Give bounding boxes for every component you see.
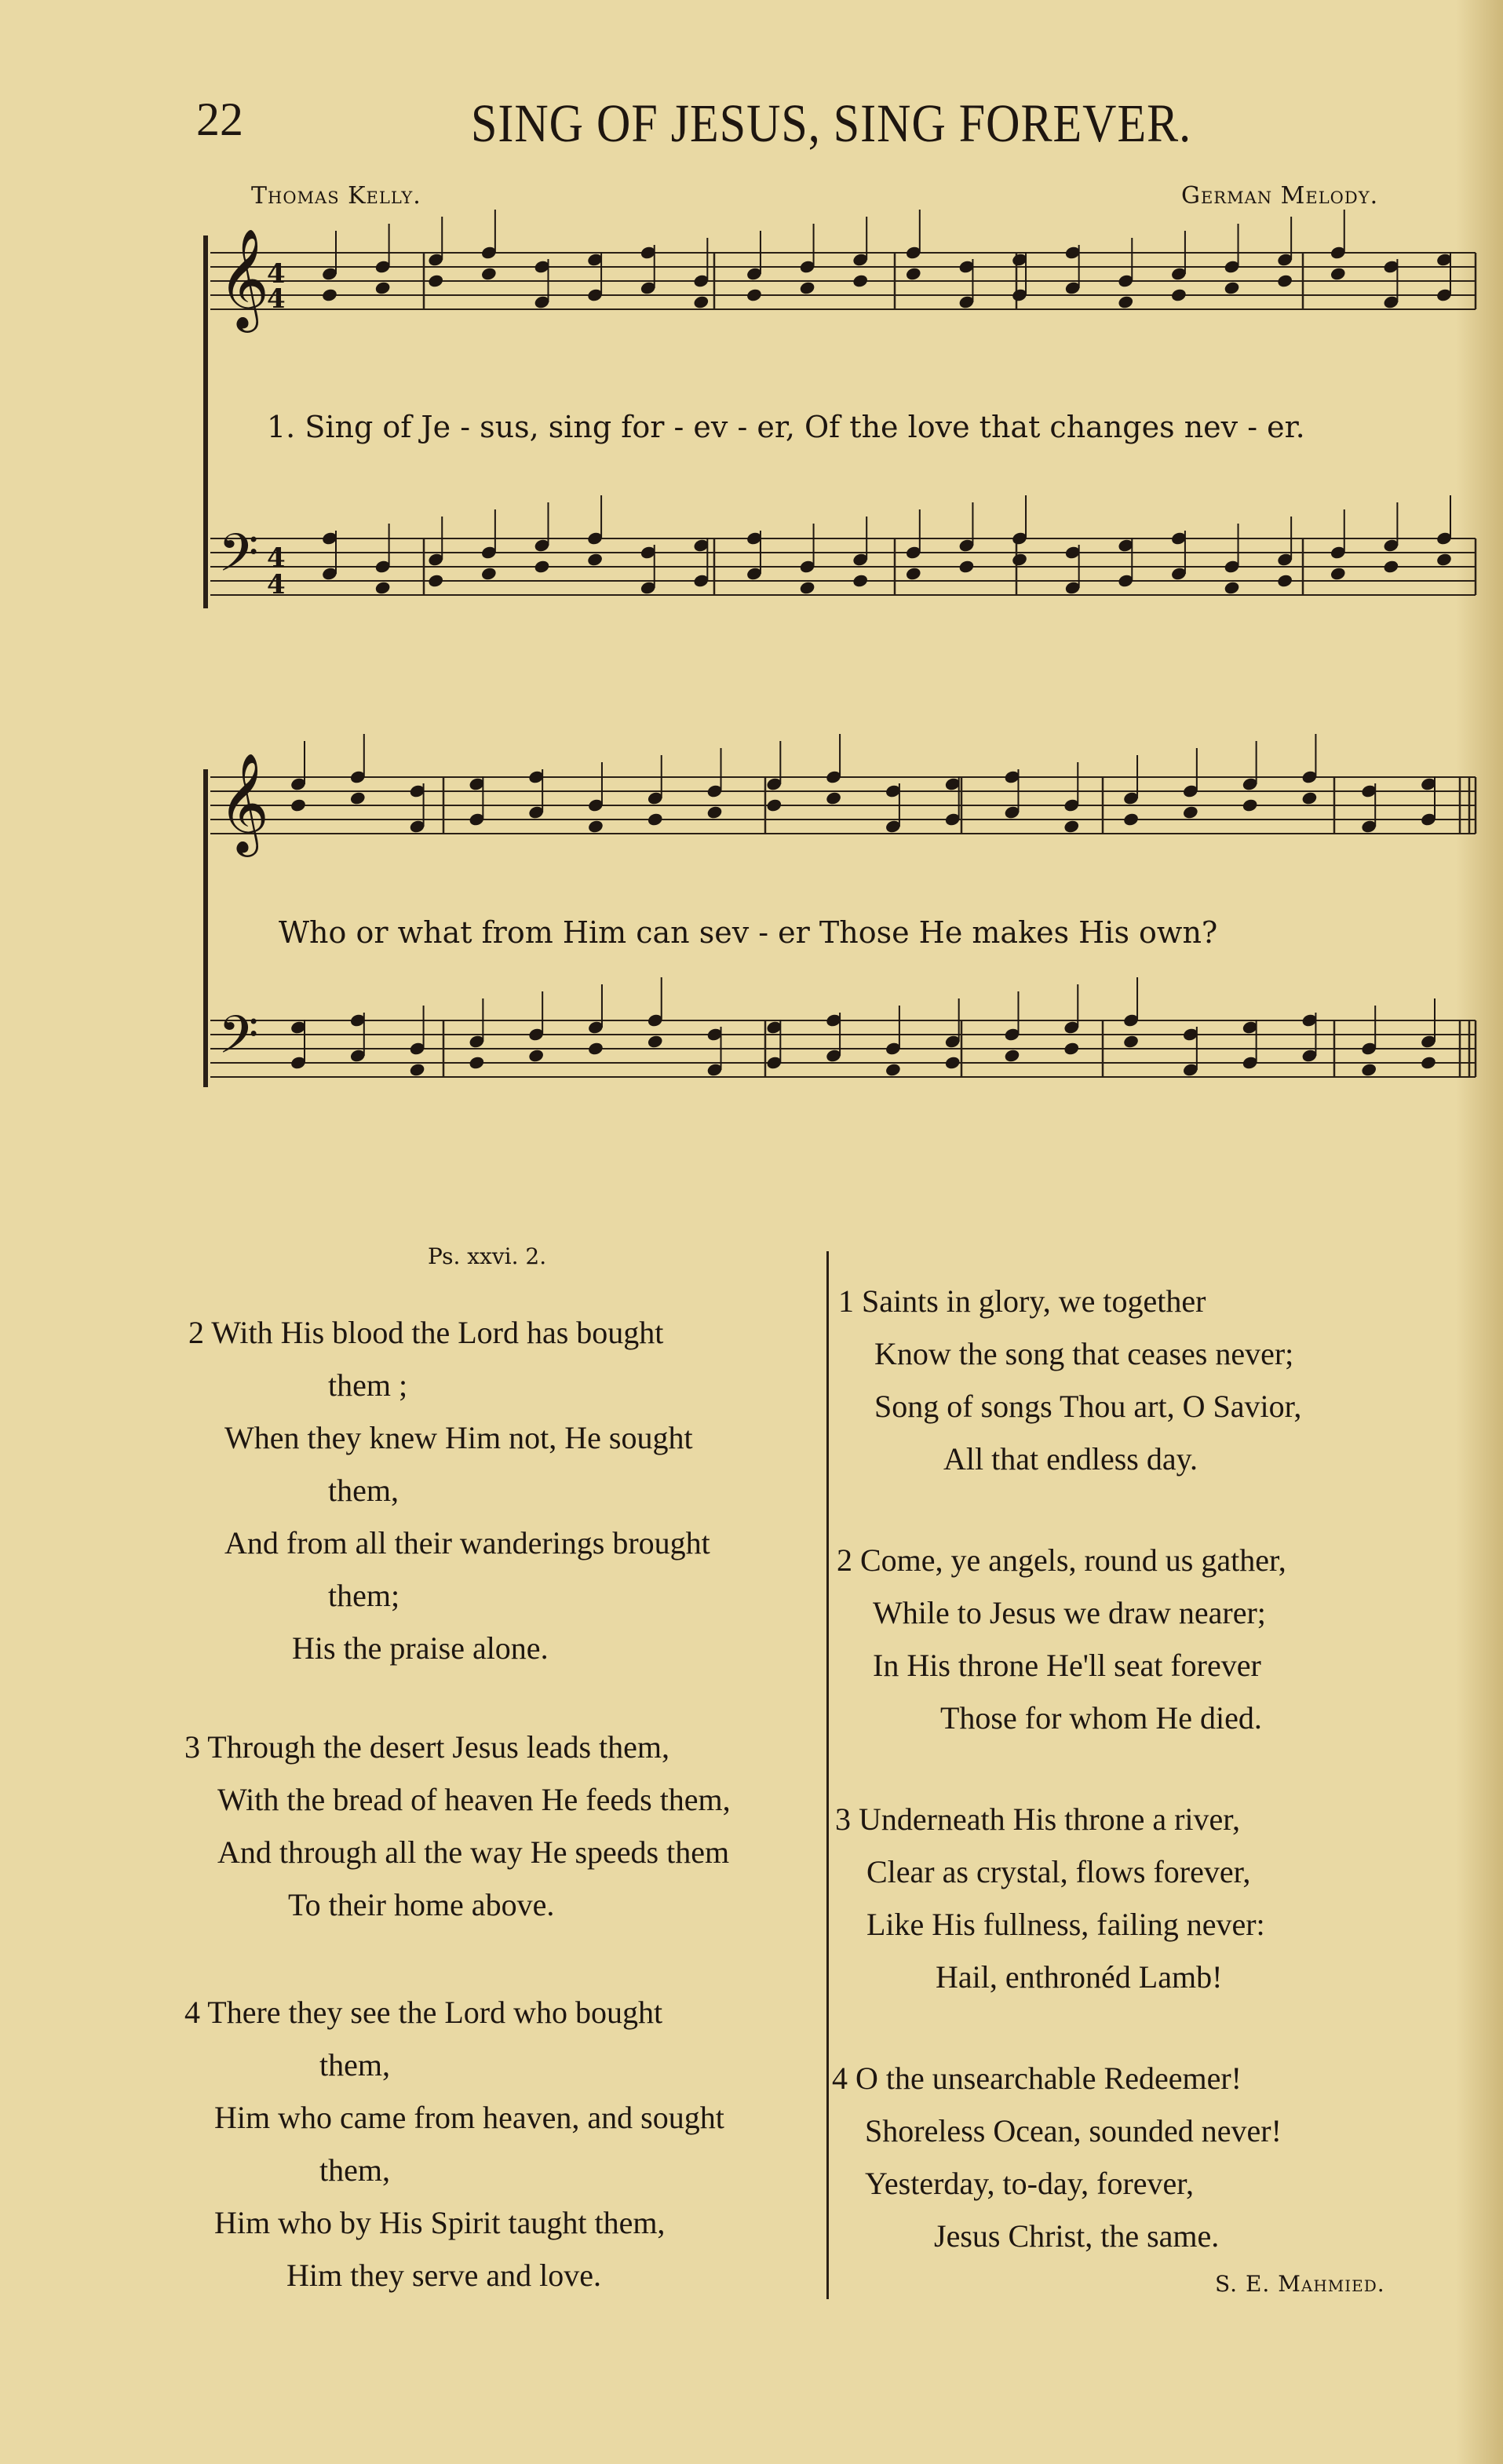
note-head [586, 552, 604, 567]
treble-clef-icon: 𝄞 [218, 752, 270, 852]
note-head [825, 790, 842, 805]
note-head [534, 559, 551, 574]
note-head [765, 798, 783, 812]
note-head [480, 566, 498, 581]
verse-line: them, [319, 2152, 390, 2188]
note-head [1011, 552, 1028, 567]
verse-line: Song of songs Thou art, O Savior, [874, 1389, 1302, 1424]
verse-line: 4 O the unsearchable Redeemer! [832, 2061, 1242, 2096]
system-2-lyrics: Who or what from Him can sev - er Those He makes His own? [279, 915, 1218, 950]
music-system-2 [206, 734, 1476, 1087]
note-head [905, 566, 922, 581]
verse-line: With the bread of heaven He feeds them, [217, 1782, 731, 1817]
treble-clef-icon: 𝄞 [218, 228, 270, 328]
verse-line: them, [319, 2047, 390, 2083]
note-head [1063, 819, 1080, 834]
verse-line: To their home above. [288, 1887, 555, 1922]
note-head [469, 1055, 486, 1070]
note-head [1330, 566, 1347, 581]
verse-line: Yesterday, to-day, forever, [865, 2166, 1195, 2201]
note-head [852, 273, 869, 288]
verse-left-3 [184, 1721, 731, 1931]
note-head [480, 266, 498, 281]
verse-line: 3 Underneath His throne a river, [835, 1801, 1240, 1837]
verse-line: Shoreless Ocean, sounded never! [865, 2113, 1282, 2148]
note-head [1276, 273, 1293, 288]
verse-line: All that endless day. [943, 1441, 1198, 1477]
verse-line: And through all the way He speeds them [217, 1834, 730, 1870]
note-head [1360, 1062, 1377, 1077]
verse-line: 1 Saints in glory, we together [838, 1283, 1206, 1319]
note-head [1063, 1041, 1080, 1056]
note-head [706, 805, 724, 820]
music-score [0, 0, 1503, 1177]
verse-right-3 [835, 1793, 1265, 2003]
note-head [427, 573, 444, 588]
verse-line: them, [328, 1473, 399, 1508]
note-head [1122, 1034, 1140, 1049]
scripture-reference: Ps. xxvi. 2. [428, 1243, 547, 1269]
time-signature: 4 [267, 258, 286, 290]
verse-right-2 [837, 1534, 1286, 1744]
bass-clef-icon: 𝄢 [218, 523, 259, 596]
note-head [1122, 812, 1140, 827]
note-head [958, 559, 976, 574]
note-head [321, 287, 338, 302]
note-head [1301, 790, 1319, 805]
note-head [1420, 1055, 1437, 1070]
note-head [885, 1062, 902, 1077]
time-signature: 4 [267, 569, 286, 600]
note-head [1224, 580, 1241, 595]
verse-line: 4 There they see the Lord who bought [184, 1995, 663, 2030]
verse-line: them ; [328, 1367, 408, 1403]
verse-line: 2 With His blood the Lord has bought [188, 1315, 664, 1350]
lyricist-credit: Thomas Kelly. [251, 182, 421, 210]
verse-line: While to Jesus we draw nearer; [873, 1595, 1266, 1630]
verse-line: Clear as crystal, flows forever, [866, 1854, 1251, 1889]
verse-line: In His throne He'll seat forever [873, 1648, 1261, 1683]
note-head [374, 280, 392, 295]
note-head [349, 790, 367, 805]
note-head [1242, 798, 1259, 812]
verse-line: Jesus Christ, the same. [934, 2218, 1220, 2254]
note-head [905, 266, 922, 281]
verse-credit: S. E. Mahmied. [1215, 2271, 1385, 2297]
note-head [1330, 266, 1347, 281]
verse-line: When they knew Him not, He sought [224, 1420, 693, 1455]
hymn-title: SING OF JESUS, SING FOREVER. [471, 93, 1192, 154]
note-head [852, 573, 869, 588]
note-head [1170, 287, 1187, 302]
bass-clef-icon: 𝄢 [218, 1005, 259, 1078]
note-head [944, 1055, 961, 1070]
note-head [1436, 552, 1453, 567]
verse-line: Like His fullness, failing never: [866, 1907, 1265, 1942]
note-head [1182, 805, 1199, 820]
verse-line: And from all their wanderings brought [224, 1525, 710, 1561]
verse-line: Him who came from heaven, and sought [214, 2100, 724, 2135]
note-head [692, 294, 710, 309]
note-head [409, 1062, 426, 1077]
note-head [290, 798, 307, 812]
note-head [374, 580, 392, 595]
verse-right-1 [838, 1275, 1301, 1485]
column-divider [826, 1251, 829, 2299]
note-head [1383, 559, 1400, 574]
verse-left-2 [188, 1306, 710, 1674]
verse-line: Him they serve and love. [286, 2258, 601, 2293]
verse-line: Those for whom He died. [940, 1700, 1262, 1736]
music-system-1 [206, 210, 1476, 608]
note-head [1004, 1048, 1021, 1063]
verse-line: Him who by His Spirit taught them, [214, 2205, 666, 2240]
note-head [587, 819, 604, 834]
verse-line: Know the song that ceases never; [874, 1336, 1294, 1371]
system-1-lyrics: 1. Sing of Je - sus, sing for - ev - er, Of the love that changes nev - er. [267, 410, 1305, 444]
note-head [799, 280, 816, 295]
note-head [746, 287, 763, 302]
verse-line: 2 Come, ye angels, round us gather, [837, 1542, 1286, 1578]
note-head [647, 1034, 664, 1049]
page-number: 22 [196, 93, 243, 145]
note-head [1117, 294, 1134, 309]
note-head [1276, 573, 1293, 588]
note-head [527, 1048, 545, 1063]
note-head [1224, 280, 1241, 295]
note-head [587, 1041, 604, 1056]
note-head [427, 273, 444, 288]
verse-line: 3 Through the desert Jesus leads them, [184, 1729, 670, 1765]
time-signature: 4 [267, 542, 286, 574]
verse-right-4 [832, 2052, 1282, 2262]
verse-line: Hail, enthronéd Lamb! [936, 1959, 1223, 1995]
note-head [799, 580, 816, 595]
composer-credit: German Melody. [1181, 182, 1379, 210]
time-signature: 4 [267, 283, 286, 315]
note-head [647, 812, 664, 827]
verse-left-4 [184, 1986, 724, 2302]
verse-line: His the praise alone. [292, 1630, 549, 1666]
verse-line: them; [328, 1578, 400, 1613]
